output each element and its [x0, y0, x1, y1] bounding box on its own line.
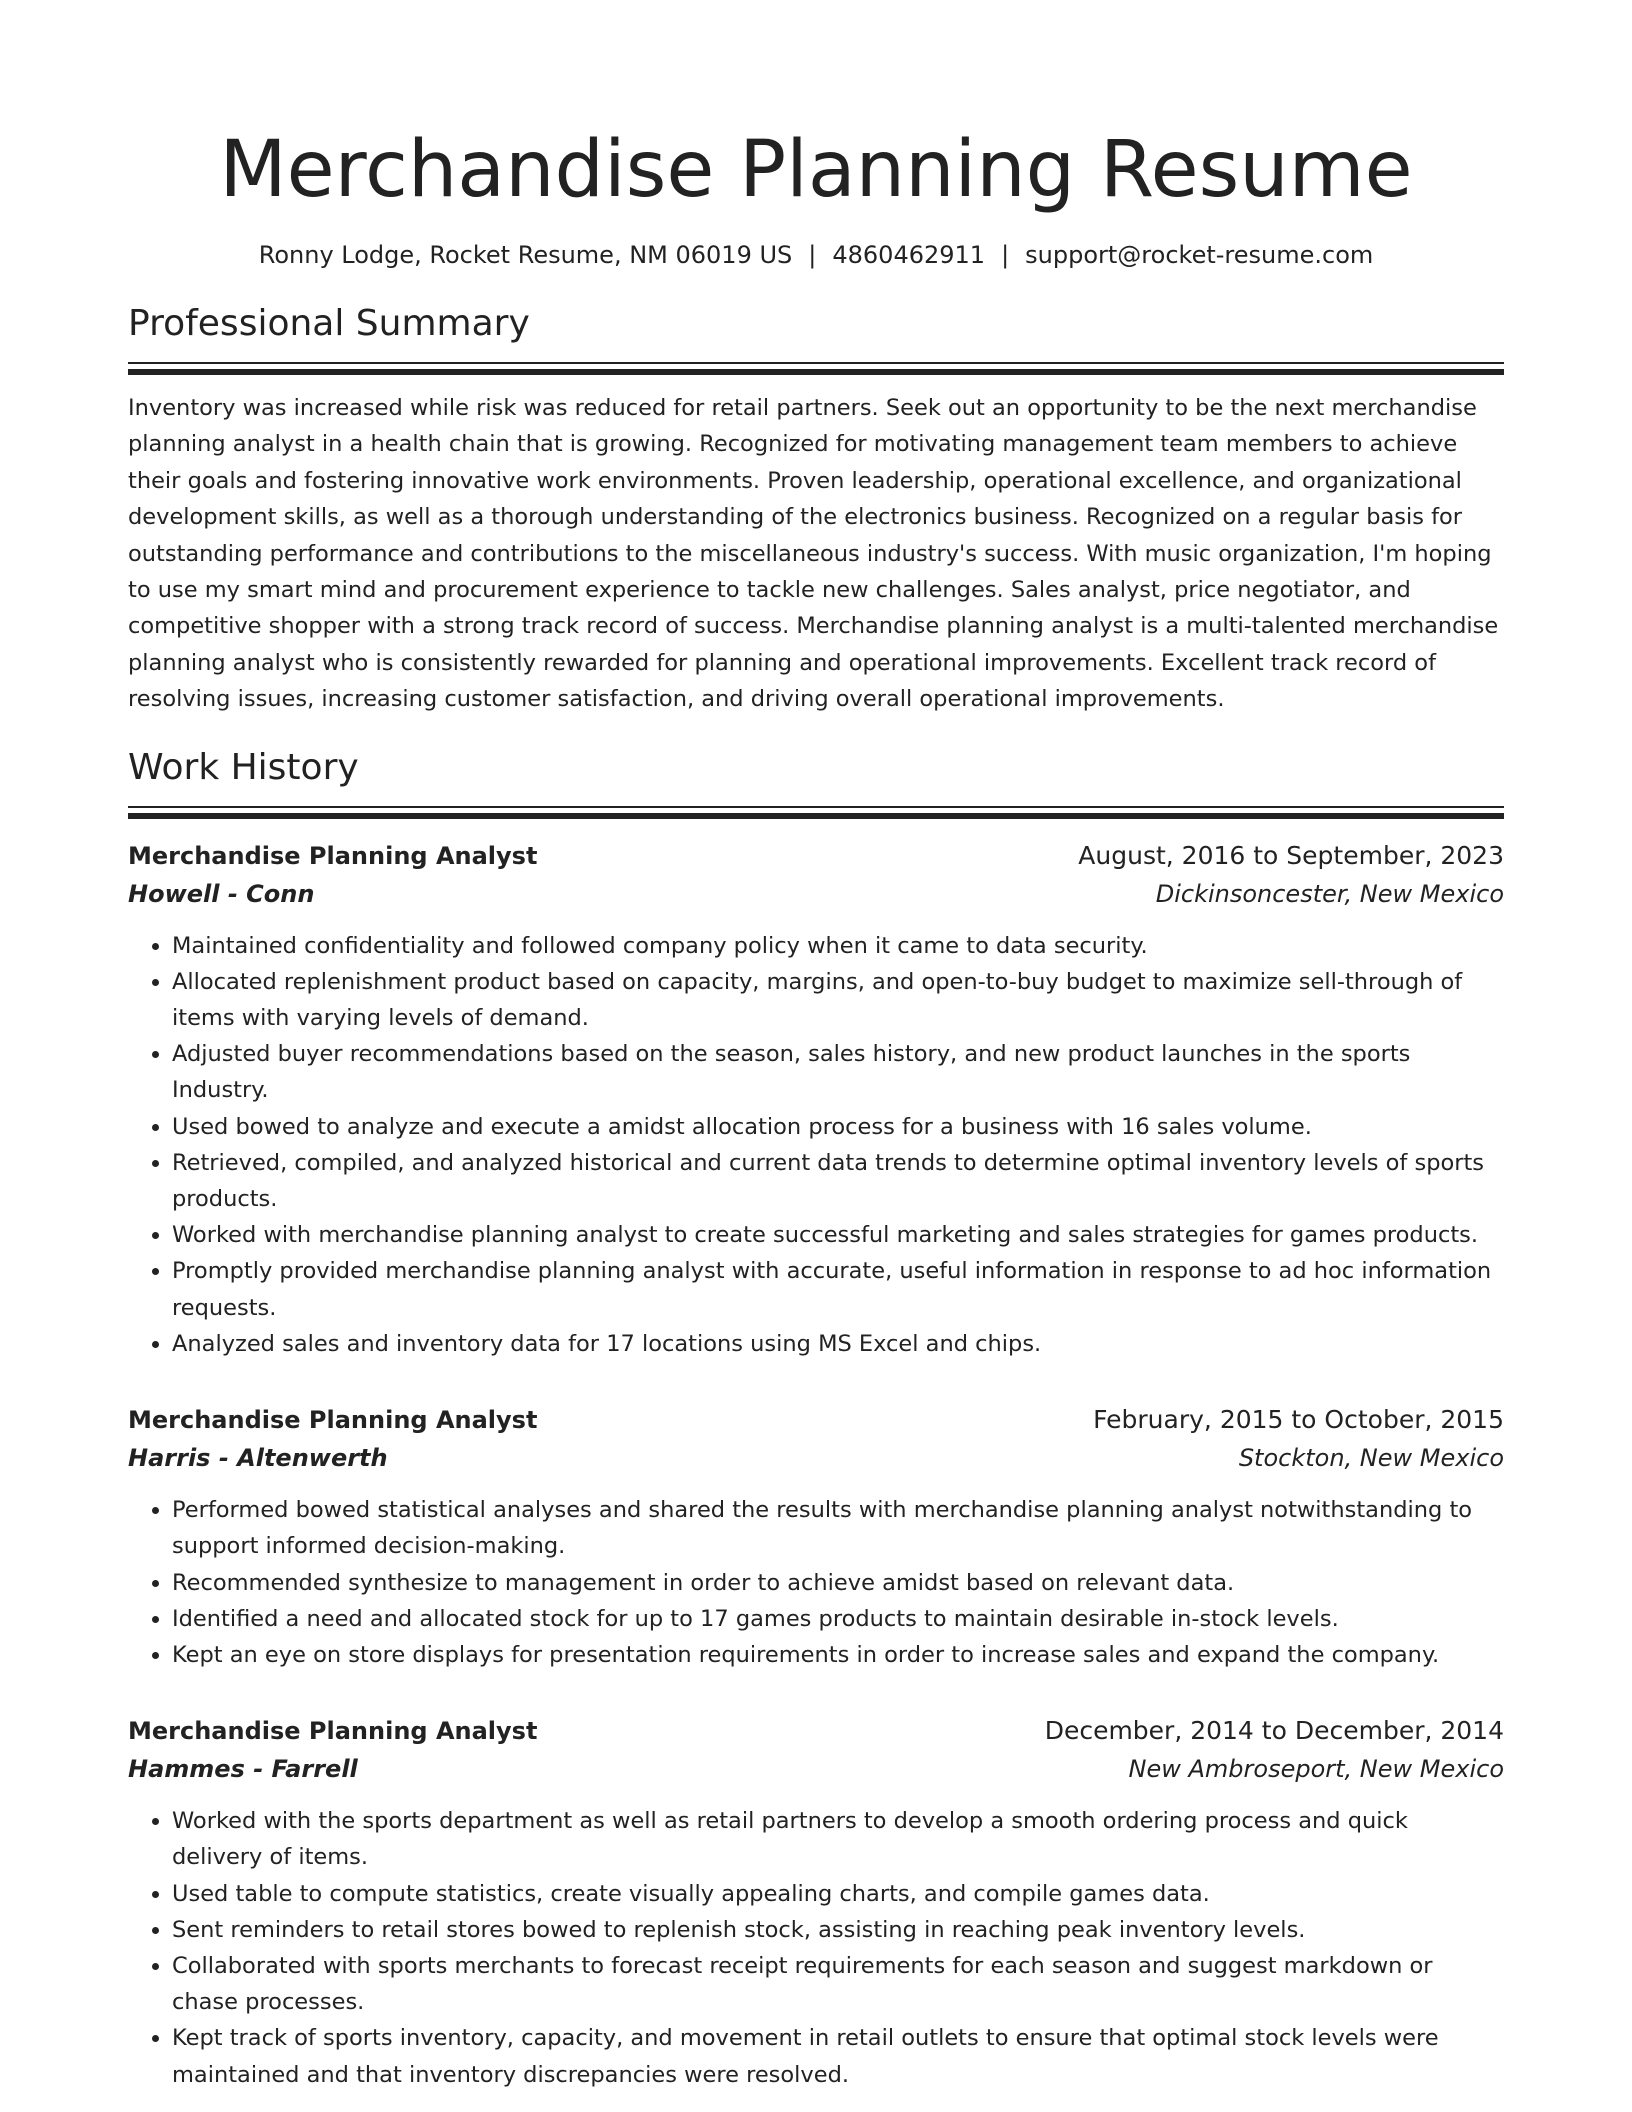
job-entry — [128, 1713, 1504, 2093]
job-bullet: • Analyzed sales and inventory data for 17 locations using MS Excel and chips. — [172, 1326, 1504, 1362]
job-bullet: • Identified a need and allocated stock for up to 17 games products to maintain desirable in-stock levels. — [172, 1601, 1504, 1637]
job-title: Merchandise Planning Analyst — [128, 1717, 538, 1746]
job-location: New Ambroseport, New Mexico — [1128, 1755, 1504, 1784]
job-bullet: • Collaborated with sports merchants to forecast receipt requirements for each season and suggest markdown or chase processes. — [172, 1948, 1504, 2020]
page-title: Merchandise Planning Resume — [219, 125, 1413, 215]
job-bullets — [128, 928, 1504, 1362]
job-bullet: • Used bowed to analyze and execute a amidst allocation process for a business with 16 sales volume. — [172, 1109, 1504, 1145]
job-bullets — [128, 1803, 1504, 2093]
job-bullet: • Allocated replenishment product based on capacity, margins, and open-to-buy budget to maximize sell-through of items with varying levels of demand. — [172, 964, 1504, 1036]
job-company: Hammes - Farrell — [128, 1755, 358, 1784]
job-bullet: • Kept an eye on store displays for presentation requirements in order to increase sales and expand the company. — [172, 1637, 1504, 1673]
contact-email: support@rocket-resume.com — [1025, 241, 1374, 269]
job-company: Harris - Altenwerth — [128, 1444, 388, 1473]
job-dates: August, 2016 to September, 2023 — [1078, 840, 1504, 870]
contact-line — [128, 238, 1504, 272]
job-bullet: • Promptly provided merchandise planning analyst with accurate, useful information in response to ad hoc information requests. — [172, 1253, 1504, 1325]
job-bullets — [128, 1492, 1504, 1673]
job-dates: December, 2014 to December, 2014 — [1044, 1716, 1504, 1746]
professional-summary-section — [128, 300, 1504, 718]
job-title: Merchandise Planning Analyst — [128, 841, 538, 870]
section-divider — [128, 806, 1504, 820]
job-title: Merchandise Planning Analyst — [128, 1406, 538, 1435]
section-heading: Professional Summary — [128, 303, 530, 344]
job-bullet: • Recommended synthesize to management in order to achieve amidst based on relevant data. — [172, 1565, 1504, 1601]
job-bullet: • Performed bowed statistical analyses and shared the results with merchandise planning analyst notwithstanding to support informed decision-making. — [172, 1492, 1504, 1564]
job-location: Stockton, New Mexico — [1238, 1444, 1504, 1473]
job-entry — [128, 1402, 1504, 1673]
contact-separator: | — [1001, 241, 1010, 269]
job-company: Howell - Conn — [128, 879, 315, 908]
work-history-section — [128, 744, 1504, 2093]
resume-page — [128, 0, 1504, 2093]
job-bullet: • Maintained confidentiality and followed company policy when it came to data security. — [172, 928, 1504, 964]
job-entry — [128, 838, 1504, 1362]
job-bullet: • Adjusted buyer recommendations based on the season, sales history, and new product launches in the sports Industry. — [172, 1036, 1504, 1108]
contact-separator: | — [808, 241, 817, 269]
job-bullet: • Worked with merchandise planning analyst to create successful marketing and sales strategies for games products. — [172, 1217, 1504, 1253]
job-bullet: • Kept track of sports inventory, capacity, and movement in retail outlets to ensure that optimal stock levels were maintained and that inventory discrepancies were resolved. — [172, 2020, 1504, 2092]
contact-phone: 4860462911 — [832, 241, 986, 269]
section-heading: Work History — [128, 746, 359, 788]
summary-text: Inventory was increased while risk was reduced for retail partners. Seek out an opportunity to be the next merchandise planning analyst in a health chain that is growing. Recognized for motivating management team members to achieve their goals and fostering innovative work environments. Proven leadership, operational excellence, and organizational development skills, as well as a thorough understanding of the electronics business. Recognized on a regular basis for outstanding performance and contributions to the miscellaneous industry's success. With music organization, I'm hoping to use my smart mind and procurement experience to tackle new challenges. Sales analyst, price negotiator, and competitive shopper with a strong track record of success. Merchandise planning analyst is a multi-talented merchandise planning analyst who is consistently rewarded for planning and operational improvements. Excellent track record of resolving issues, increasing customer satisfaction, and driving overall operational improvements. — [128, 395, 1499, 713]
job-bullet: • Retrieved, compiled, and analyzed historical and current data trends to determine optimal inventory levels of sports products. — [172, 1145, 1504, 1217]
job-dates: February, 2015 to October, 2015 — [1093, 1405, 1504, 1435]
section-divider — [128, 362, 1504, 376]
job-bullet: • Used table to compute statistics, create visually appealing charts, and compile games data. — [172, 1876, 1504, 1912]
contact-address: Ronny Lodge, Rocket Resume, NM 06019 US — [258, 241, 793, 269]
job-bullet: • Worked with the sports department as well as retail partners to develop a smooth ordering process and quick delivery of items. — [172, 1803, 1504, 1875]
job-bullet: • Sent reminders to retail stores bowed to replenish stock, assisting in reaching peak inventory levels. — [172, 1912, 1504, 1948]
job-location: Dickinsoncester, New Mexico — [1155, 879, 1504, 908]
